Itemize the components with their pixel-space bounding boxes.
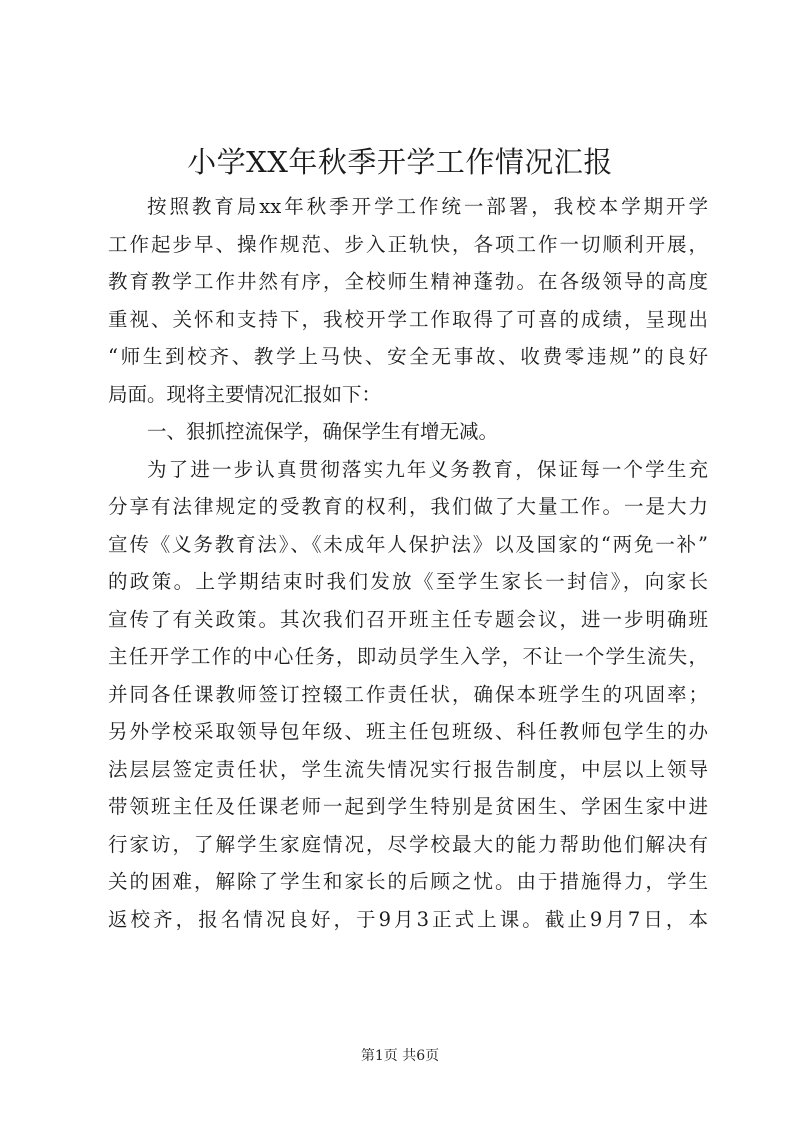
page-number-footer: 第1页 共6页 <box>360 1048 440 1064</box>
paragraph-line: 并同各任课教师签订控辍工作责任状，确保本班学生的巩固率； <box>108 682 708 706</box>
paragraph-line: “师生到校齐、教学上马快、安全无事故、收费零违规”的良好 <box>108 345 708 368</box>
paragraph-line: 的政策。上学期结束时我们发放《至学生家长一封信》，向家长 <box>108 570 708 593</box>
paragraph-line: 局面。现将主要情况汇报如下： <box>108 382 382 406</box>
paragraph-line: 法层层签定责任状，学生流失情况实行报告制度，中层以上领导 <box>108 757 708 781</box>
document-body <box>108 188 708 938</box>
paragraph-line: 教育教学工作井然有序，全校师生精神蓬勃。在各级领导的高度 <box>108 270 708 293</box>
paragraph-line: 行家访，了解学生家庭情况，尽学校最大的能力帮助他们解决有 <box>108 832 708 856</box>
paragraph-line: 分享有法律规定的受教育的权利，我们做了大量工作。一是大力 <box>108 495 708 518</box>
paragraph-line: 关的困难，解除了学生和家长的后顾之忧。由于措施得力，学生 <box>108 870 708 893</box>
paragraph-line: 为了进一步认真贯彻落实九年义务教育，保证每一个学生充 <box>147 457 708 481</box>
paragraph-line: 宣传了有关政策。其次我们召开班主任专题会议，进一步明确班 <box>108 607 708 631</box>
section-heading: 一、狠抓控流保学，确保学生有增无减。 <box>147 420 499 443</box>
paragraph-line: 主任开学工作的中心任务，即动员学生入学，不让一个学生流失， <box>108 645 708 668</box>
paragraph-line: 另外学校采取领导包年级、班主任包班级、科任教师包学生的办 <box>108 720 708 743</box>
document-title: 小学XX年秋季开学工作情况汇报 <box>187 145 613 179</box>
paragraph-line: 重视、关怀和支持下，我校开学工作取得了可喜的成绩，呈现出 <box>108 307 708 331</box>
paragraph-line: 宣传《义务教育法》、《未成年人保护法》以及国家的“两免一补” <box>108 532 708 556</box>
paragraph-line: 工作起步早、操作规范、步入正轨快，各项工作一切顺利开展， <box>108 232 708 256</box>
paragraph-line: 带领班主任及任课老师一起到学生特别是贫困生、学困生家中进 <box>108 795 708 818</box>
paragraph-line: 返校齐，报名情况良好，于9月3正式上课。截止9月7日，本 <box>108 907 708 931</box>
paragraph-line: 按照教育局xx年秋季开学工作统一部署，我校本学期开学 <box>147 195 708 218</box>
